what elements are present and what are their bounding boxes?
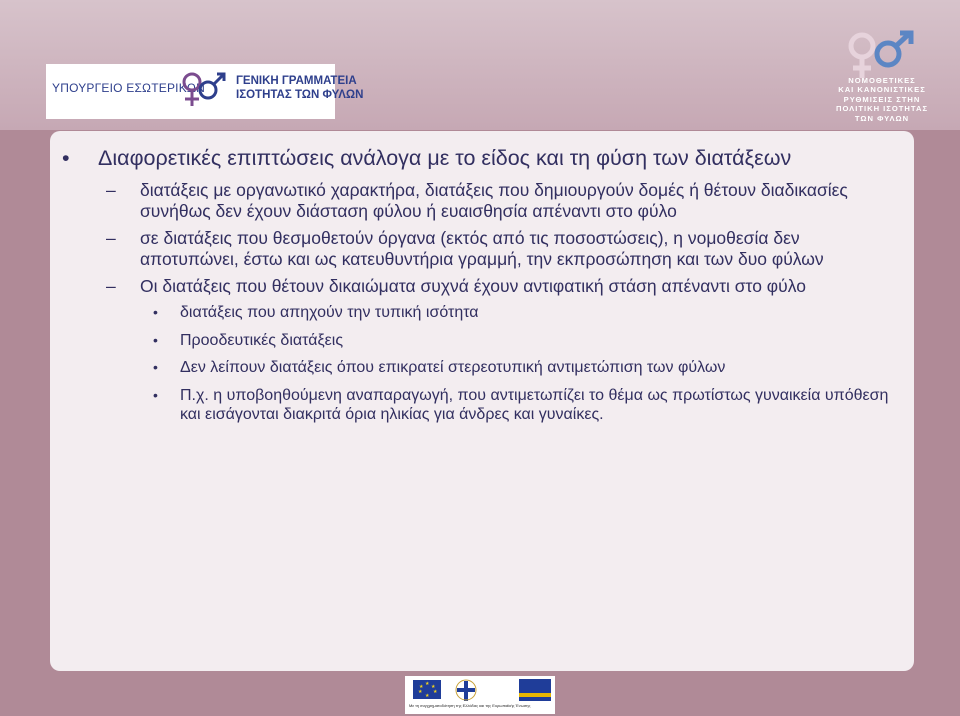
espa-logo-icon: [519, 679, 551, 701]
gsge-line-2: ΙΣΟΤΗΤΑΣ ΤΩΝ ΦΥΛΩΝ: [236, 89, 364, 101]
gender-equality-logo: [822, 30, 942, 123]
bullet-level3: [54, 331, 894, 351]
dash-icon: –: [106, 276, 116, 296]
gender-symbols-icon: [832, 30, 922, 82]
bullet-icon: •: [153, 386, 158, 403]
bullet-text: σε διατάξεις που θεσμοθετούν όργανα (εκτός από τις ποσοστώσεις), η νομοθεσία δεν αποτυπώνει, έστω και ως κατευθυντήρια γραμμή, την εκπροσώπηση και των δυο φύλων: [140, 228, 824, 269]
dash-icon: –: [106, 228, 116, 248]
ministry-label: ΥΠΟΥΡΓΕΙΟ ΕΣΩΤΕΡΙΚΩΝ: [52, 81, 205, 95]
bullet-text: διατάξεις που απηχούν την τυπική ισότητα: [180, 304, 479, 321]
bullet-text: Π.χ. η υποβοηθούμενη αναπαραγωγή, που αντιμετωπίζει το θέμα ως πρωτίστως γυναικεία υπόθεση και εισάγονται διακριτά όρια ηλικίας για άνδρες και γυναίκες.: [180, 386, 889, 423]
bullet-icon: •: [153, 359, 158, 375]
gsge-logo-icon: [172, 68, 232, 114]
bullet-level2: [54, 228, 894, 270]
gender-logo-line-3: ΡΥΘΜΙΣΕΙΣ ΣΤΗΝ: [843, 94, 921, 104]
funding-logos-bar: [405, 676, 555, 714]
gsge-line-1: ΓΕΝΙΚΗ ΓΡΑΜΜΑΤΕΙΑ: [236, 75, 357, 87]
gender-logo-text: [822, 76, 942, 123]
funding-text: Με τη συγχρηματοδότηση της Ελλάδας και της Ευρωπαϊκής Ένωσης: [409, 703, 531, 708]
eu-flag-icon: ★ ★ ★ ★ ★ ★: [413, 680, 441, 699]
bullet-icon: •: [62, 146, 70, 170]
bullet-level3: [54, 386, 894, 425]
dash-icon: –: [106, 180, 116, 200]
espa-stripe: [519, 693, 551, 697]
bullet-level2: [54, 180, 894, 222]
bullet-icon: •: [153, 304, 158, 320]
bullet-icon: •: [153, 331, 158, 348]
bullet-level1: [54, 146, 894, 171]
bullet-text: Διαφορετικές επιπτώσεις ανάλογα με το είδος και τη φύση των διατάξεων: [98, 146, 792, 170]
bullet-text: Οι διατάξεις που θέτουν δικαιώματα συχνά έχουν αντιφατική στάση απέναντι στο φύλο: [140, 276, 806, 296]
slide-content: [54, 146, 894, 433]
bullet-text: διατάξεις με οργανωτικό χαρακτήρα, διατάξεις που δημιουργούν δομές ή θέτουν διαδικασίες συνήθως δεν έχουν διάσταση φύλου ή ευαισθησία απέναντι στο φύλο: [140, 180, 848, 221]
gender-logo-line-5: ΤΩΝ ΦΥΛΩΝ: [854, 113, 910, 123]
bullet-level3: [54, 303, 894, 323]
gender-logo-line-4: ΠΟΛΙΤΙΚΗ ΙΣΟΤΗΤΑΣ: [836, 104, 928, 114]
ministry-logo-banner: [46, 64, 364, 119]
bullet-text: Προοδευτικές διατάξεις: [180, 331, 344, 349]
bullet-text: Δεν λείπουν διατάξεις όπου επικρατεί στερεοτυπική αντιμετώπιση των φύλων: [180, 359, 726, 376]
bullet-level2: [54, 276, 894, 297]
gsge-logo-text: [236, 74, 363, 102]
gender-logo-line-1: ΝΟΜΟΘΕΤΙΚΕΣ: [848, 76, 916, 85]
gender-logo-line-2: ΚΑΙ ΚΑΝΟΝΙΣΤΙΚΕΣ: [838, 85, 926, 95]
greek-emblem-icon: [453, 679, 479, 703]
bullet-level3: [54, 358, 894, 378]
